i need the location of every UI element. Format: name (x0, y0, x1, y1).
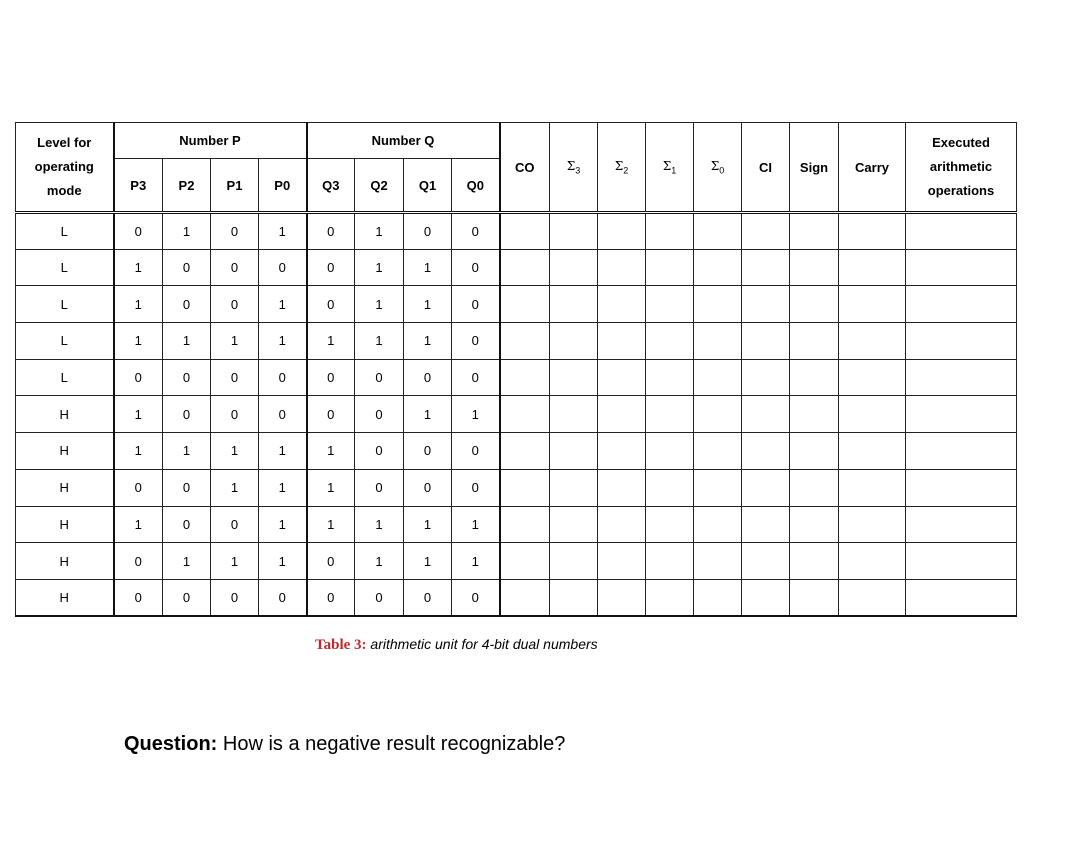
p-bit-cell: 1 (163, 213, 211, 250)
p-bit-cell: 1 (114, 396, 163, 433)
q-bit-cell: 0 (404, 469, 452, 506)
q-bit-cell: 0 (307, 359, 355, 396)
ci-cell (742, 433, 790, 470)
q-bit-cell: 0 (355, 433, 404, 470)
sigma3-cell (550, 213, 598, 250)
level-cell: L (16, 213, 114, 250)
co-cell (500, 433, 550, 470)
sigma2-cell (598, 506, 646, 543)
sigma2-cell (598, 359, 646, 396)
p-bit-cell: 1 (114, 506, 163, 543)
p3-header: P3 (114, 159, 163, 213)
sigma2-cell (598, 469, 646, 506)
sigma1-cell (646, 286, 694, 323)
table-row (16, 579, 1017, 616)
executed-cell (906, 396, 1017, 433)
p-bit-cell: 0 (259, 249, 307, 286)
q-bit-cell: 1 (307, 469, 355, 506)
sigma3-cell (550, 506, 598, 543)
sign-cell (790, 213, 839, 250)
p-bit-cell: 0 (163, 579, 211, 616)
q-bit-cell: 0 (307, 249, 355, 286)
p-bit-cell: 0 (163, 249, 211, 286)
level-cell: L (16, 286, 114, 323)
p-bit-cell: 1 (259, 543, 307, 580)
carry-cell (839, 433, 906, 470)
q-bit-cell: 1 (404, 249, 452, 286)
sign-cell (790, 396, 839, 433)
q-bit-cell: 1 (307, 506, 355, 543)
p-bit-cell: 1 (114, 286, 163, 323)
p-bit-cell: 0 (211, 579, 259, 616)
sigma3-header: $\Sigma_3$ (550, 123, 598, 213)
q-bit-cell: 1 (355, 543, 404, 580)
p-bit-cell: 0 (114, 579, 163, 616)
p-bit-cell: 1 (259, 506, 307, 543)
p-bit-cell: 1 (163, 323, 211, 360)
question (124, 733, 565, 756)
p-bit-cell: 1 (163, 433, 211, 470)
caption-text: arithmetic unit for 4-bit dual numbers (366, 636, 598, 652)
executed-cell (906, 286, 1017, 323)
carry-cell (839, 249, 906, 286)
sigma0-cell (694, 433, 742, 470)
sign-cell (790, 359, 839, 396)
sigma2-cell (598, 396, 646, 433)
p-bit-cell: 1 (114, 323, 163, 360)
sigma1-cell (646, 213, 694, 250)
level-cell: L (16, 323, 114, 360)
sign-header: Sign (790, 123, 839, 213)
sigma1-cell (646, 359, 694, 396)
executed-header (906, 123, 1017, 213)
p-bit-cell: 0 (163, 286, 211, 323)
q-bit-cell: 0 (307, 213, 355, 250)
co-cell (500, 506, 550, 543)
p1-header: P1 (211, 159, 259, 213)
ci-header: CI (742, 123, 790, 213)
q-bit-cell: 1 (404, 286, 452, 323)
sigma3-cell (550, 433, 598, 470)
sigma2-cell (598, 579, 646, 616)
p-bit-cell: 0 (163, 469, 211, 506)
table-row (16, 469, 1017, 506)
p2-header: P2 (163, 159, 211, 213)
level-cell: H (16, 433, 114, 470)
executed-cell (906, 506, 1017, 543)
level-cell: H (16, 469, 114, 506)
q-bit-cell: 1 (404, 396, 452, 433)
sigma3-cell (550, 286, 598, 323)
p-bit-cell: 1 (211, 323, 259, 360)
sigma1-cell (646, 249, 694, 286)
p-bit-cell: 0 (114, 543, 163, 580)
p-bit-cell: 0 (163, 506, 211, 543)
q-bit-cell: 1 (452, 543, 500, 580)
ci-cell (742, 213, 790, 250)
q-bit-cell: 1 (404, 543, 452, 580)
sigma0-cell (694, 469, 742, 506)
table-row (16, 433, 1017, 470)
sigma1-header: $\Sigma_1$ (646, 123, 694, 213)
q-bit-cell: 0 (452, 579, 500, 616)
q-bit-cell: 0 (404, 213, 452, 250)
q-bit-cell: 0 (404, 359, 452, 396)
sigma2-cell (598, 249, 646, 286)
sigma2-cell (598, 543, 646, 580)
p-bit-cell: 0 (259, 579, 307, 616)
q-bit-cell: 0 (355, 359, 404, 396)
carry-cell (839, 543, 906, 580)
executed-header-line2: arithmetic (929, 159, 993, 174)
p-bit-cell: 1 (114, 249, 163, 286)
level-cell: H (16, 396, 114, 433)
level-header (16, 123, 114, 213)
co-cell (500, 286, 550, 323)
q-bit-cell: 0 (452, 249, 500, 286)
q-bit-cell: 1 (355, 506, 404, 543)
sigma3-cell (550, 579, 598, 616)
p-bit-cell: 1 (259, 433, 307, 470)
p-bit-cell: 1 (211, 469, 259, 506)
p-bit-cell: 1 (211, 433, 259, 470)
sigma2-cell (598, 213, 646, 250)
executed-header-line3: operations (927, 183, 995, 198)
ci-cell (742, 323, 790, 360)
p-bit-cell: 0 (163, 359, 211, 396)
table-row (16, 286, 1017, 323)
q-bit-cell: 1 (452, 396, 500, 433)
table-row (16, 323, 1017, 360)
sigma2-cell (598, 323, 646, 360)
ci-cell (742, 543, 790, 580)
sign-cell (790, 506, 839, 543)
level-cell: L (16, 359, 114, 396)
q-bit-cell: 0 (452, 213, 500, 250)
q-bit-cell: 0 (404, 579, 452, 616)
carry-cell (839, 213, 906, 250)
carry-cell (839, 469, 906, 506)
q-bit-cell: 0 (355, 579, 404, 616)
level-cell: H (16, 543, 114, 580)
ci-cell (742, 249, 790, 286)
sign-cell (790, 469, 839, 506)
sign-cell (790, 433, 839, 470)
level-header-line3: mode (46, 183, 82, 198)
p-bit-cell: 0 (211, 359, 259, 396)
ci-cell (742, 396, 790, 433)
p-bit-cell: 0 (114, 213, 163, 250)
sigma3-cell (550, 543, 598, 580)
q-bit-cell: 1 (355, 286, 404, 323)
level-header-line2: operating (34, 159, 94, 174)
sigma1-cell (646, 469, 694, 506)
sigma1-cell (646, 396, 694, 433)
q1-header: Q1 (404, 159, 452, 213)
level-cell: H (16, 506, 114, 543)
p-bit-cell: 0 (163, 396, 211, 433)
p-bit-cell: 1 (259, 323, 307, 360)
sigma0-cell (694, 213, 742, 250)
sign-cell (790, 579, 839, 616)
sigma0-cell (694, 579, 742, 616)
sigma0-cell (694, 506, 742, 543)
p-bit-cell: 0 (211, 213, 259, 250)
carry-cell (839, 286, 906, 323)
q-bit-cell: 1 (307, 323, 355, 360)
q-bit-cell: 0 (452, 469, 500, 506)
number-q-header: Number Q (307, 123, 500, 159)
sigma0-cell (694, 249, 742, 286)
sigma2-header: $\Sigma_2$ (598, 123, 646, 213)
table-row (16, 249, 1017, 286)
carry-cell (839, 506, 906, 543)
sign-cell (790, 323, 839, 360)
co-cell (500, 396, 550, 433)
q-bit-cell: 1 (404, 506, 452, 543)
q-bit-cell: 0 (452, 286, 500, 323)
ci-cell (742, 579, 790, 616)
carry-header: Carry (839, 123, 906, 213)
q-bit-cell: 1 (355, 249, 404, 286)
q0-header: Q0 (452, 159, 500, 213)
co-cell (500, 543, 550, 580)
p-bit-cell: 0 (259, 396, 307, 433)
p-bit-cell: 0 (211, 249, 259, 286)
carry-cell (839, 579, 906, 616)
q-bit-cell: 0 (452, 433, 500, 470)
table-row (16, 359, 1017, 396)
ci-cell (742, 469, 790, 506)
level-cell: L (16, 249, 114, 286)
sigma3-cell (550, 249, 598, 286)
number-p-header: Number P (114, 123, 307, 159)
sigma3-cell (550, 469, 598, 506)
q-bit-cell: 0 (404, 433, 452, 470)
q2-header: Q2 (355, 159, 404, 213)
executed-cell (906, 543, 1017, 580)
executed-header-line1: Executed (932, 135, 990, 150)
p-bit-cell: 0 (211, 396, 259, 433)
p-bit-cell: 0 (259, 359, 307, 396)
q-bit-cell: 0 (355, 469, 404, 506)
sigma0-cell (694, 543, 742, 580)
q-bit-cell: 1 (307, 433, 355, 470)
executed-cell (906, 359, 1017, 396)
p-bit-cell: 1 (259, 469, 307, 506)
table-row (16, 396, 1017, 433)
executed-cell (906, 249, 1017, 286)
q-bit-cell: 0 (307, 579, 355, 616)
co-cell (500, 579, 550, 616)
co-cell (500, 323, 550, 360)
sign-cell (790, 286, 839, 323)
ci-cell (742, 506, 790, 543)
carry-cell (839, 323, 906, 360)
co-cell (500, 213, 550, 250)
level-header-line1: Level for (37, 135, 92, 150)
p-bit-cell: 0 (211, 506, 259, 543)
table-row (16, 506, 1017, 543)
q-bit-cell: 1 (404, 323, 452, 360)
executed-cell (906, 323, 1017, 360)
sigma0-cell (694, 396, 742, 433)
q-bit-cell: 0 (452, 323, 500, 360)
sigma1-cell (646, 506, 694, 543)
table-row (16, 543, 1017, 580)
co-cell (500, 359, 550, 396)
sign-cell (790, 543, 839, 580)
sigma3-cell (550, 323, 598, 360)
sigma3-cell (550, 359, 598, 396)
p0-header: P0 (259, 159, 307, 213)
executed-cell (906, 213, 1017, 250)
p-bit-cell: 1 (259, 286, 307, 323)
sigma3-cell (550, 396, 598, 433)
p-bit-cell: 1 (163, 543, 211, 580)
q-bit-cell: 1 (452, 506, 500, 543)
co-cell (500, 249, 550, 286)
p-bit-cell: 1 (114, 433, 163, 470)
sigma2-cell (598, 433, 646, 470)
level-cell: H (16, 579, 114, 616)
sigma1-cell (646, 579, 694, 616)
q-bit-cell: 0 (452, 359, 500, 396)
q3-header: Q3 (307, 159, 355, 213)
sigma1-cell (646, 323, 694, 360)
executed-cell (906, 433, 1017, 470)
carry-cell (839, 359, 906, 396)
carry-cell (839, 396, 906, 433)
p-bit-cell: 0 (211, 286, 259, 323)
ci-cell (742, 359, 790, 396)
sigma0-header: $\Sigma_0$ (694, 123, 742, 213)
q-bit-cell: 0 (355, 396, 404, 433)
co-header: CO (500, 123, 550, 213)
p-bit-cell: 0 (114, 469, 163, 506)
co-cell (500, 469, 550, 506)
p-bit-cell: 0 (114, 359, 163, 396)
q-bit-cell: 1 (355, 323, 404, 360)
q-bit-cell: 0 (307, 396, 355, 433)
sigma0-cell (694, 286, 742, 323)
p-bit-cell: 1 (259, 213, 307, 250)
sigma0-cell (694, 323, 742, 360)
table-caption (315, 636, 598, 654)
sigma1-cell (646, 433, 694, 470)
caption-label: Table 3: (315, 637, 367, 653)
ci-cell (742, 286, 790, 323)
q-bit-cell: 0 (307, 543, 355, 580)
q-bit-cell: 1 (355, 213, 404, 250)
sigma2-cell (598, 286, 646, 323)
q-bit-cell: 0 (307, 286, 355, 323)
executed-cell (906, 579, 1017, 616)
p-bit-cell: 1 (211, 543, 259, 580)
sign-cell (790, 249, 839, 286)
sigma1-cell (646, 543, 694, 580)
arithmetic-unit-table (15, 122, 1017, 617)
table-row (16, 213, 1017, 250)
executed-cell (906, 469, 1017, 506)
question-label: Question: (124, 733, 218, 755)
sigma0-cell (694, 359, 742, 396)
question-text: How is a negative result recognizable? (217, 733, 566, 755)
